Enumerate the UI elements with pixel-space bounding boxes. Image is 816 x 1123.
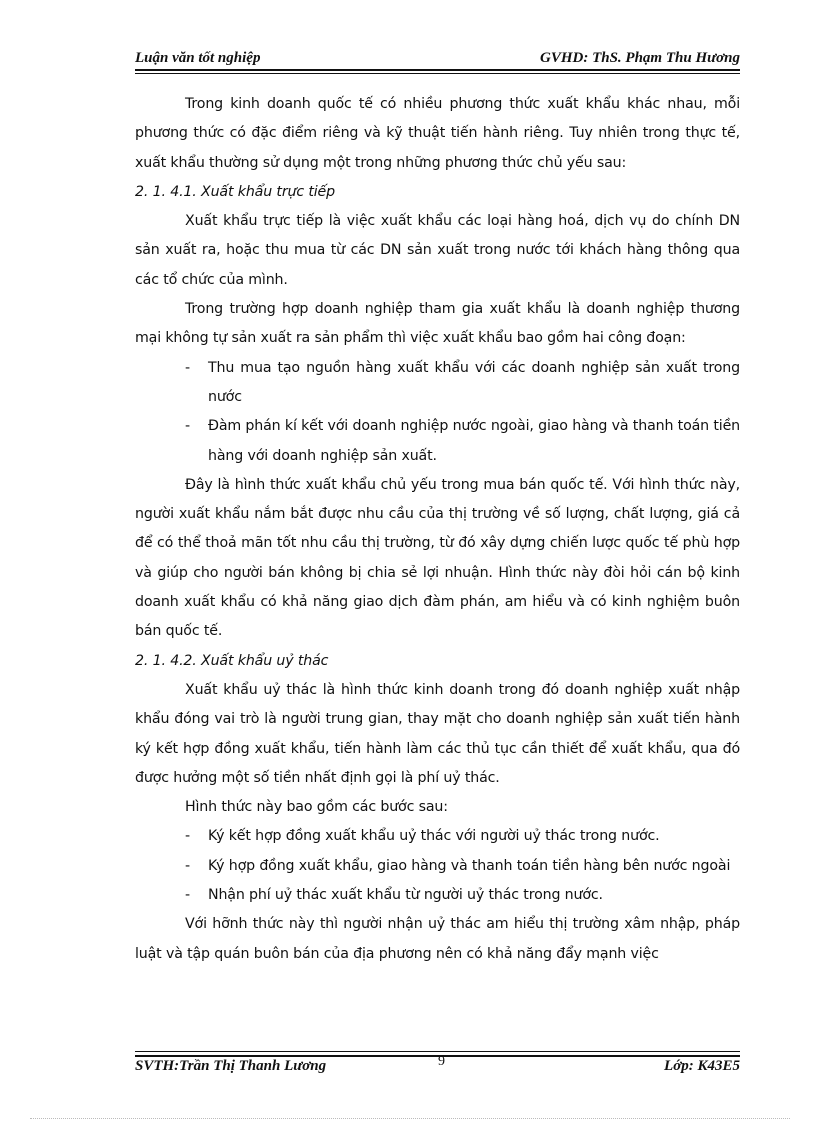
list-item	[135, 881, 740, 910]
section-heading-entrusted-export: 2. 1. 4.2. Xuất khẩu uỷ thác	[135, 652, 329, 669]
paragraph-intro: Trong kinh doanh quốc tế có nhiều phương thức xuất khẩu khác nhau, mỗi phương thức có đặc điểm riêng và kỹ thuật tiến hành riêng. Tuy nhiên trong thực tế, xuất khẩu thường sử dụng một trong những phương thức chủ yếu sau:	[135, 96, 740, 171]
page-header	[135, 48, 740, 70]
paragraph-direct-export-definition: Xuất khẩu trực tiếp là việc xuất khẩu các loại hàng hoá, dịch vụ do chính DN sản xuất ra, hoặc thu mua từ các DN sản xuất trong nước tới khách hàng thông qua các tổ chức của mình.	[135, 213, 740, 288]
list-item-text: Nhận phí uỷ thác xuất khẩu từ người uỷ thác trong nước.	[208, 887, 603, 904]
list-item-text: Đàm phán kí kết với doanh nghiệp nước ngoài, giao hàng và thanh toán tiền hàng với doanh nghiệp sản xuất.	[208, 418, 740, 464]
dash-bullet: -	[185, 828, 190, 845]
dash-bullet: -	[185, 359, 190, 376]
page-number: 9	[438, 1054, 445, 1069]
dash-bullet: -	[185, 857, 190, 874]
list-item-text: Thu mua tạo nguồn hàng xuất khẩu với các doanh nghiệp sản xuất trong nước	[208, 359, 740, 405]
list-item	[135, 822, 740, 851]
list-item	[135, 354, 740, 413]
dash-bullet: -	[185, 418, 190, 435]
dash-bullet: -	[185, 887, 190, 904]
header-thesis-title: Luận văn tốt nghiệp	[135, 50, 261, 66]
page-footer	[135, 1054, 740, 1078]
header-advisor: GVHD: ThS. Phạm Thu Hương	[540, 50, 740, 66]
footer-student: SVTH:Trần Thị Thanh Lương	[135, 1058, 327, 1074]
header-rule-thin	[135, 73, 740, 74]
footer-rule-thin	[135, 1051, 740, 1052]
section-heading-direct-export: 2. 1. 4.1. Xuất khẩu trực tiếp	[135, 183, 335, 200]
list-item	[135, 852, 740, 881]
list-item-text: Ký hợp đồng xuất khẩu, giao hàng và thanh toán tiền hàng bên nước ngoài	[208, 857, 731, 874]
footer-class: Lớp: K43E5	[664, 1058, 740, 1074]
list-item	[135, 412, 740, 471]
paragraph-entrusted-export-evaluation: Với hỡnh thức này thì người nhận uỷ thác am hiểu thị trường xâm nhập, pháp luật và tập quán buôn bán của địa phương nên có khả năng đẩy mạnh việc	[135, 916, 740, 962]
paragraph-entrusted-export-definition: Xuất khẩu uỷ thác là hình thức kinh doanh trong đó doanh nghiệp xuất nhập khẩu đóng vai trò là người trung gian, thay mặt cho doanh nghiệp sản xuất tiến hành ký kết hợp đồng xuất khẩu, tiến hành làm các thủ tục cần thiết để xuất khẩu, qua đó được hưởng một số tiền nhất định gọi là phí uỷ thác.	[135, 681, 740, 786]
header-rule	[135, 69, 740, 71]
paragraph-direct-export-evaluation: Đây là hình thức xuất khẩu chủ yếu trong mua bán quốc tế. Với hình thức này, người xuất khẩu nắm bắt được nhu cầu của thị trường về số lượng, chất lượng, giá cả để có thể thoả mãn tốt nhu cầu thị trường, từ đó xây dựng chiến lược quốc tế phù hợp và giúp cho người bán không bị chia sẻ lợi nhuận. Hình thức này đòi hỏi cán bộ kinh doanh xuất khẩu có khả năng giao dịch đàm phán, am hiểu và có kinh nghiệm buôn bán quốc tế.	[135, 476, 740, 640]
page-boundary	[30, 1118, 790, 1119]
list-item-text: Ký kết hợp đồng xuất khẩu uỷ thác với người uỷ thác trong nước.	[208, 828, 660, 845]
paragraph-steps-intro: Hình thức này bao gồm các bước sau:	[185, 799, 448, 816]
document-body	[135, 90, 740, 969]
paragraph-trading-enterprise: Trong trường hợp doanh nghiệp tham gia xuất khẩu là doanh nghiệp thương mại không tự sản xuất ra sản phẩm thì việc xuất khẩu bao gồm hai công đoạn:	[135, 301, 740, 347]
